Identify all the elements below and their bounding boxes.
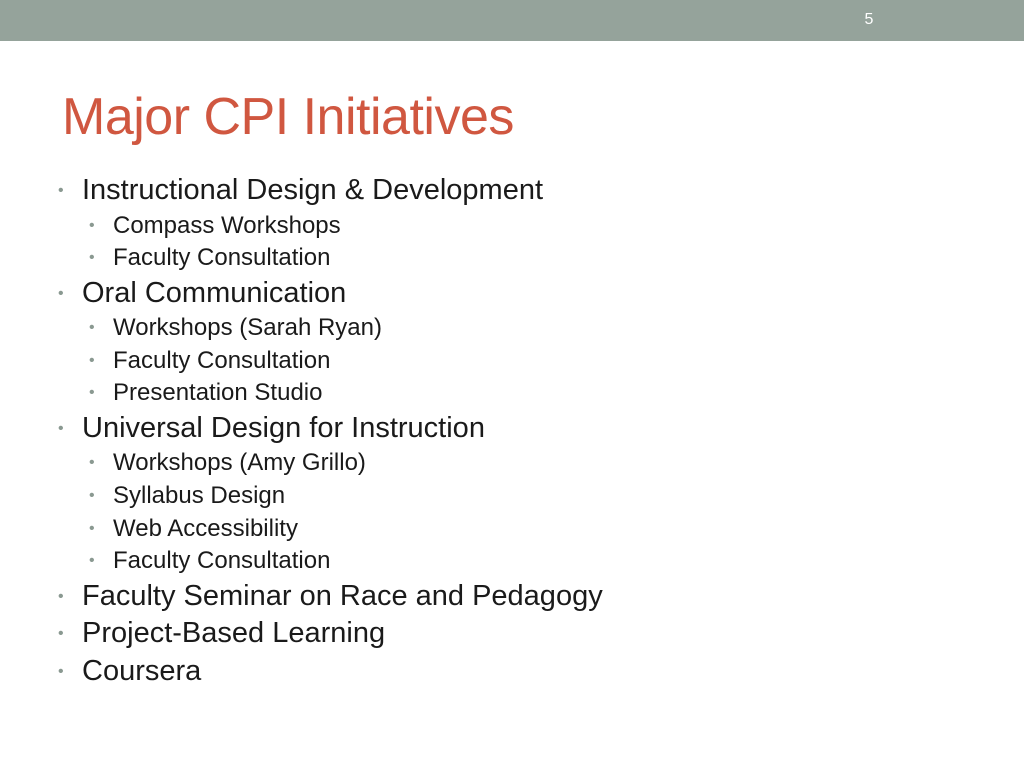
bullet-dot-icon: •	[89, 454, 95, 472]
sub-bullet-item	[58, 345, 958, 378]
sub-bullet-item	[58, 447, 958, 480]
bullet-text: Faculty Consultation	[113, 346, 331, 374]
bullet-dot-icon: •	[58, 587, 64, 605]
bullet-text: Compass Workshops	[113, 211, 341, 239]
bullet-dot-icon: •	[58, 182, 64, 199]
bullet-list	[58, 172, 958, 690]
bullet-text: Web Accessibility	[113, 514, 298, 542]
bullet-text: Syllabus Design	[113, 482, 286, 510]
bullet-item	[58, 410, 958, 448]
bullet-text: Faculty Seminar on Race and Pedagogy	[82, 579, 603, 612]
bullet-text: Workshops (Amy Grillo)	[113, 449, 366, 477]
bullet-dot-icon: •	[89, 384, 95, 402]
bullet-dot-icon: •	[89, 552, 95, 570]
bullet-text: Workshops (Sarah Ryan)	[113, 314, 382, 342]
bullet-dot-icon: •	[58, 662, 64, 680]
header-bar	[0, 0, 1024, 41]
sub-bullet-item	[58, 210, 958, 243]
bullet-dot-icon: •	[89, 249, 95, 267]
bullet-text: Faculty Consultation	[113, 547, 331, 575]
bullet-text: Project-Based Learning	[82, 617, 386, 650]
sub-bullet-item	[58, 242, 958, 275]
bullet-item	[58, 172, 958, 210]
bullet-dot-icon: •	[89, 351, 95, 369]
sub-bullet-item	[58, 513, 958, 546]
slide-title: Major CPI Initiatives	[62, 88, 514, 146]
bullet-dot-icon: •	[89, 519, 95, 537]
bullet-text: Presentation Studio	[113, 379, 323, 407]
bullet-dot-icon: •	[58, 419, 64, 437]
bullet-text: Faculty Consultation	[113, 244, 331, 272]
slide-number: 5	[864, 11, 874, 28]
bullet-text: Coursera	[82, 654, 202, 687]
bullet-dot-icon: •	[58, 284, 64, 302]
sub-bullet-item	[58, 377, 958, 410]
bullet-item	[58, 615, 958, 653]
bullet-dot-icon: •	[89, 216, 95, 234]
bullet-item	[58, 653, 958, 691]
bullet-dot-icon: •	[58, 625, 64, 643]
sub-bullet-item	[58, 480, 958, 513]
sub-bullet-item	[58, 312, 958, 345]
bullet-text: Oral Communication	[82, 276, 347, 309]
bullet-text: Instructional Design & Development	[82, 174, 544, 206]
bullet-dot-icon: •	[89, 487, 95, 505]
bullet-item	[58, 275, 958, 313]
bullet-text: Universal Design for Instruction	[82, 411, 485, 444]
sub-bullet-item	[58, 545, 958, 578]
bullet-dot-icon: •	[89, 319, 95, 337]
bullet-item	[58, 578, 958, 616]
